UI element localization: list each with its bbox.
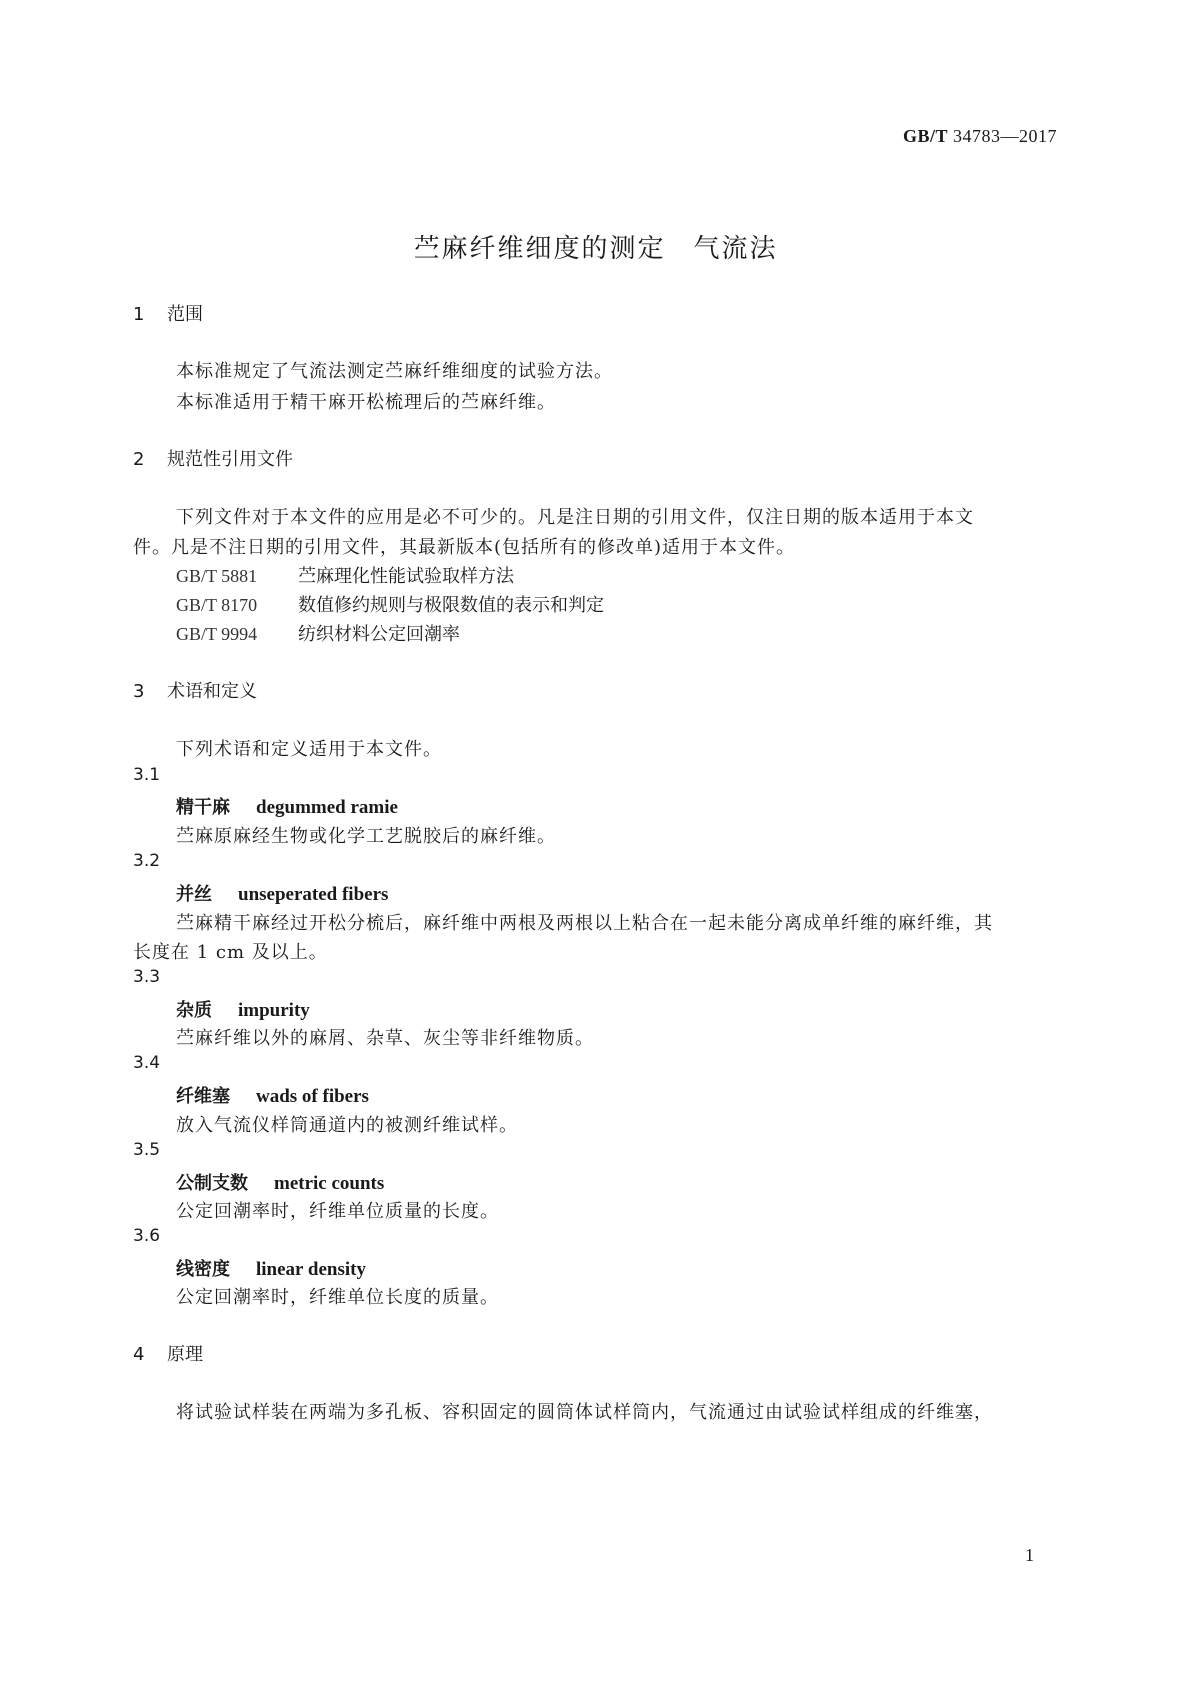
section-3-heading xyxy=(133,677,257,703)
standard-code xyxy=(903,126,1057,147)
reference-title: 纺织材料公定回潮率 xyxy=(298,624,460,645)
reference-item xyxy=(176,620,460,646)
section-2-paragraph-line-1: 下列文件对于本文件的应用是必不可少的。凡是注日期的引用文件，仅注日期的版本适用于本文 xyxy=(176,507,974,528)
term-number: 3.3 xyxy=(133,967,161,987)
term-chinese: 纤维塞 xyxy=(176,1086,230,1107)
reference-code: GB/T 5881 xyxy=(176,566,258,586)
term-definition-continued: 长度在 1 cm 及以上。 xyxy=(133,942,328,963)
term-definition: 放入气流仪样筒通道内的被测纤维试样。 xyxy=(176,1115,518,1136)
section-title: 规范性引用文件 xyxy=(167,449,293,470)
section-number: 4 xyxy=(133,1344,145,1365)
section-title: 原理 xyxy=(167,1344,203,1365)
section-1-paragraph-1: 本标准规定了气流法测定苎麻纤维细度的试验方法。 xyxy=(176,361,613,382)
term-chinese: 精干麻 xyxy=(176,797,230,818)
reference-title: 数值修约规则与极限数值的表示和判定 xyxy=(298,595,604,616)
term-number: 3.1 xyxy=(133,765,161,785)
term-heading xyxy=(176,880,388,906)
reference-code: GB/T 9994 xyxy=(176,624,258,644)
document-title: 苎麻纤维细度的测定 气流法 xyxy=(413,234,778,264)
section-number: 3 xyxy=(133,681,145,702)
term-number: 3.6 xyxy=(133,1226,161,1246)
term-heading xyxy=(176,793,398,819)
term-heading xyxy=(176,1169,384,1195)
reference-item xyxy=(176,562,514,588)
term-english: wads of fibers xyxy=(256,1086,369,1107)
term-chinese: 线密度 xyxy=(176,1259,230,1280)
term-chinese: 公制支数 xyxy=(176,1173,248,1194)
section-4-heading xyxy=(133,1340,203,1366)
term-english: unseperated fibers xyxy=(238,884,389,905)
term-definition: 苎麻原麻经生物或化学工艺脱胶后的麻纤维。 xyxy=(176,826,556,847)
standard-code-number: 34783—2017 xyxy=(948,126,1057,146)
standard-code-prefix: GB/T xyxy=(902,126,948,146)
term-definition: 苎麻精干麻经过开松分梳后，麻纤维中两根及两根以上粘合在一起未能分离成单纤维的麻纤维，其 xyxy=(176,913,993,934)
term-definition: 公定回潮率时，纤维单位质量的长度。 xyxy=(176,1201,499,1222)
term-chinese: 杂质 xyxy=(176,1000,212,1021)
term-definition: 苎麻纤维以外的麻屑、杂草、灰尘等非纤维物质。 xyxy=(176,1028,594,1049)
term-number: 3.2 xyxy=(133,851,161,871)
section-4-paragraph: 将试验试样装在两端为多孔板、容积固定的圆筒体试样筒内，气流通过由试验试样组成的纤维塞， xyxy=(176,1402,993,1423)
term-number: 3.5 xyxy=(133,1140,161,1160)
term-english: linear density xyxy=(256,1259,366,1280)
section-number: 1 xyxy=(133,304,145,325)
section-number: 2 xyxy=(133,449,145,470)
page-number: 1 xyxy=(1025,1545,1034,1565)
section-1-paragraph-2: 本标准适用于精干麻开松梳理后的苎麻纤维。 xyxy=(176,392,556,413)
term-english: degummed ramie xyxy=(256,797,398,818)
term-english: impurity xyxy=(238,1000,310,1021)
reference-item xyxy=(176,591,604,617)
section-3-intro: 下列术语和定义适用于本文件。 xyxy=(176,739,442,760)
term-english: metric counts xyxy=(274,1173,385,1194)
section-1-heading xyxy=(133,300,203,326)
term-heading xyxy=(176,1255,366,1281)
section-2-heading xyxy=(133,445,293,471)
section-2-paragraph-line-2: 件。凡是不注日期的引用文件，其最新版本(包括所有的修改单)适用于本文件。 xyxy=(133,537,796,558)
section-title: 范围 xyxy=(167,304,203,325)
term-definition: 公定回潮率时，纤维单位长度的质量。 xyxy=(176,1287,499,1308)
term-heading xyxy=(176,996,310,1022)
reference-code: GB/T 8170 xyxy=(176,595,258,615)
term-number: 3.4 xyxy=(133,1053,161,1073)
reference-title: 苎麻理化性能试验取样方法 xyxy=(298,566,514,587)
section-title: 术语和定义 xyxy=(167,681,257,702)
term-chinese: 并丝 xyxy=(176,884,212,905)
term-heading xyxy=(176,1082,369,1108)
